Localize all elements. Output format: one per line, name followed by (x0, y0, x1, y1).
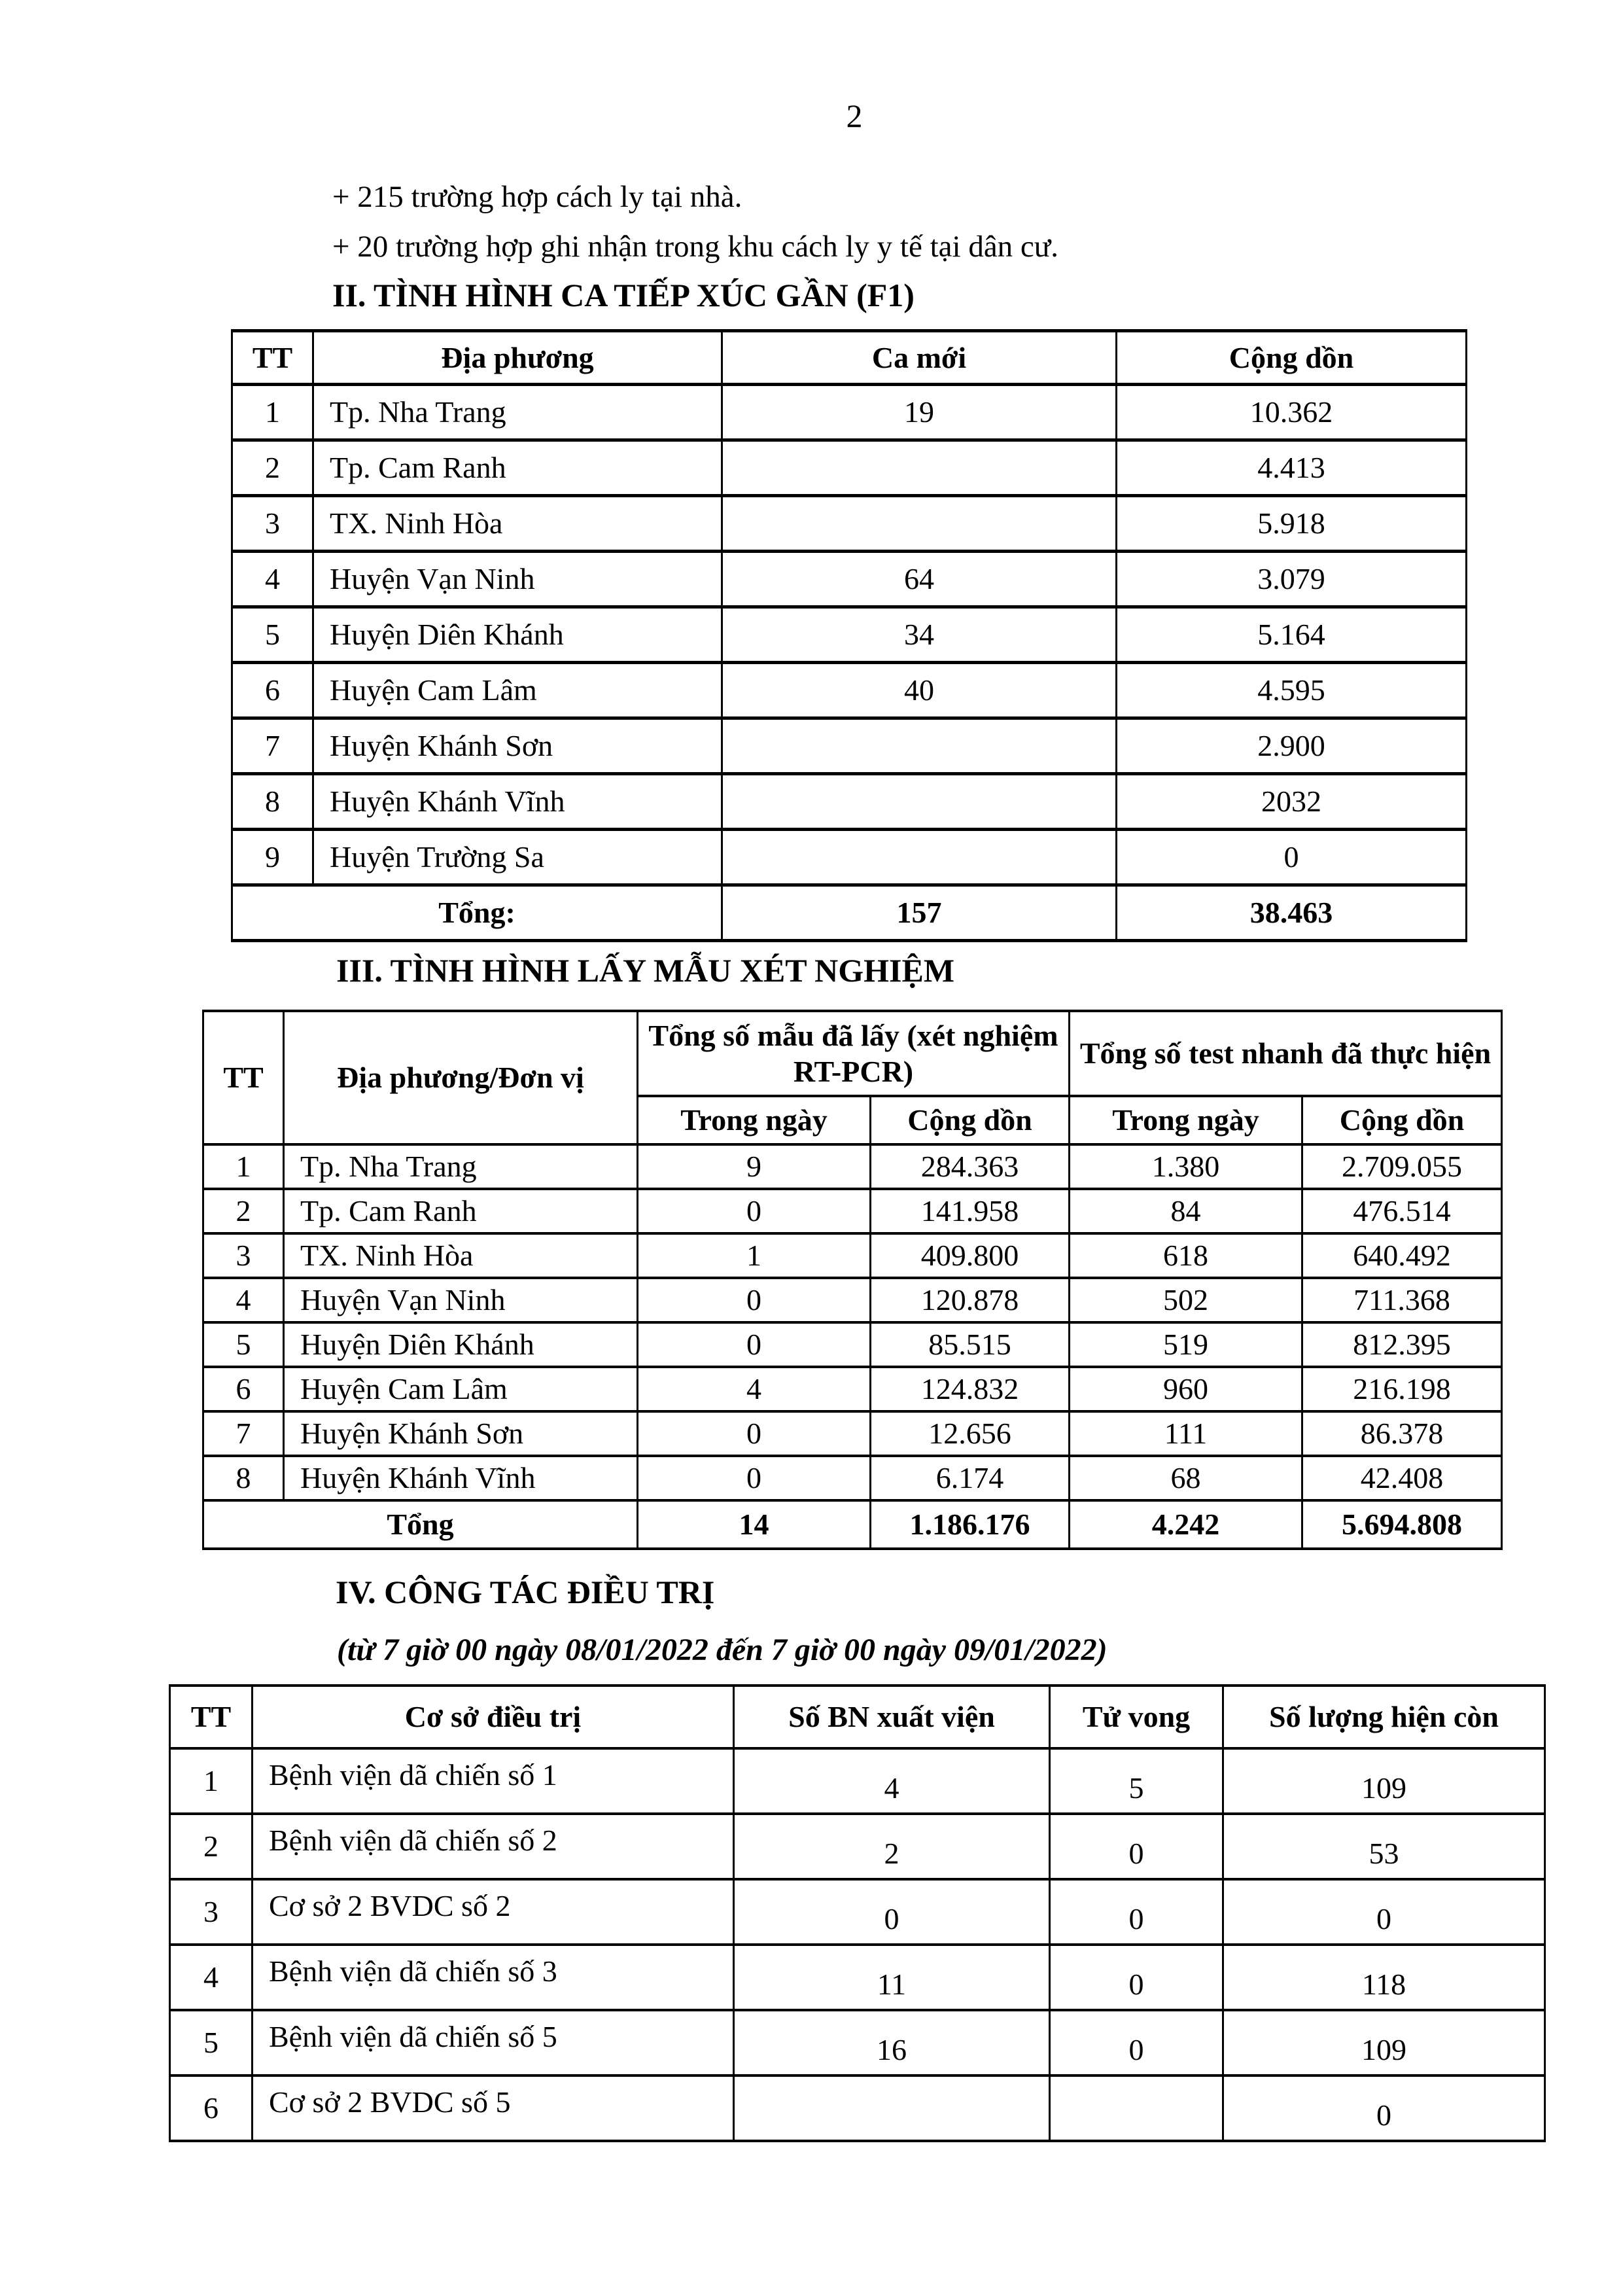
cell-test-trong-ngay: 111 (1070, 1411, 1302, 1456)
cell-tt: 2 (170, 1814, 253, 1879)
cell-hien-con: 53 (1223, 1814, 1545, 1879)
cell-tt: 4 (170, 1945, 253, 2010)
total-test-trong-ngay: 4.242 (1070, 1500, 1302, 1549)
xn-subheader-pcr-trong-ngay: Trong ngày (638, 1096, 871, 1144)
cell-ca-moi: 19 (722, 385, 1117, 440)
cell-tt: 4 (203, 1278, 284, 1322)
cell-tt: 1 (203, 1144, 284, 1189)
cell-test-cong-don: 2.709.055 (1302, 1144, 1502, 1189)
cell-cong-don: 4.595 (1117, 663, 1467, 718)
cell-pcr-cong-don: 6.174 (871, 1456, 1070, 1500)
section-dieu-tri-title: IV. CÔNG TÁC ĐIỀU TRỊ (336, 1574, 715, 1610)
dt-header-xuat-vien: Số BN xuất viện (734, 1686, 1050, 1748)
cell-test-cong-don: 640.492 (1302, 1233, 1502, 1278)
table-row (170, 1945, 1545, 2010)
cell-pcr-cong-don: 141.958 (871, 1189, 1070, 1233)
table-row (203, 1144, 1502, 1189)
cell-co-so: Cơ sở 2 BVDC số 5 (253, 2075, 734, 2141)
cell-tt: 3 (203, 1233, 284, 1278)
total-pcr-trong-ngay: 14 (638, 1500, 871, 1549)
xn-subheader-test-trong-ngay: Trong ngày (1070, 1096, 1302, 1144)
cell-ca-moi (722, 830, 1117, 885)
cell-tu-vong: 0 (1050, 1945, 1223, 2010)
cell-tt: 5 (232, 607, 313, 663)
intro-line-2: + 20 trường hợp ghi nhận trong khu cách ly y tế tại dân cư. (332, 230, 1059, 264)
cell-test-cong-don: 476.514 (1302, 1189, 1502, 1233)
cell-ca-moi (722, 440, 1117, 496)
cell-pcr-trong-ngay: 0 (638, 1411, 871, 1456)
f1-header-row (232, 331, 1467, 385)
cell-dia-phuong: Huyện Cam Lâm (313, 663, 722, 718)
cell-pcr-cong-don: 284.363 (871, 1144, 1070, 1189)
cell-test-cong-don: 812.395 (1302, 1322, 1502, 1367)
cell-cong-don: 10.362 (1117, 385, 1467, 440)
cell-dia-phuong: Huyện Trường Sa (313, 830, 722, 885)
table-row (170, 2010, 1545, 2075)
table-row (232, 830, 1467, 885)
cell-tt: 6 (170, 2075, 253, 2141)
table-row (203, 1411, 1502, 1456)
cell-dia-phuong: TX. Ninh Hòa (313, 496, 722, 552)
cell-pcr-cong-don: 120.878 (871, 1278, 1070, 1322)
f1-header-ca-moi: Ca mới (722, 331, 1117, 385)
cell-cong-don: 0 (1117, 830, 1467, 885)
f1-table (231, 329, 1467, 942)
cell-tt: 4 (232, 552, 313, 607)
cell-xuat-vien: 4 (734, 1748, 1050, 1814)
xn-header-dia-phuong: Địa phương/Đơn vị (284, 1011, 638, 1144)
cell-ca-moi: 40 (722, 663, 1117, 718)
cell-tu-vong: 0 (1050, 1879, 1223, 1945)
table-row (170, 1879, 1545, 1945)
table-row (232, 440, 1467, 496)
cell-co-so: Bệnh viện dã chiến số 5 (253, 2010, 734, 2075)
page-number: 2 (846, 97, 863, 134)
cell-test-cong-don: 86.378 (1302, 1411, 1502, 1456)
cell-co-so: Bệnh viện dã chiến số 3 (253, 1945, 734, 2010)
cell-ca-moi (722, 774, 1117, 830)
cell-tt: 7 (232, 718, 313, 774)
cell-dia-phuong: Tp. Cam Ranh (313, 440, 722, 496)
cell-test-trong-ngay: 502 (1070, 1278, 1302, 1322)
cell-xuat-vien: 11 (734, 1945, 1050, 2010)
cell-pcr-trong-ngay: 0 (638, 1189, 871, 1233)
cell-pcr-trong-ngay: 4 (638, 1367, 871, 1411)
cell-dia-phuong: Tp. Cam Ranh (284, 1189, 638, 1233)
table-row (232, 663, 1467, 718)
table-row (170, 1748, 1545, 1814)
cell-cong-don: 2.900 (1117, 718, 1467, 774)
table-row (203, 1322, 1502, 1367)
cell-hien-con: 109 (1223, 2010, 1545, 2075)
cell-tt: 8 (232, 774, 313, 830)
cell-pcr-trong-ngay: 9 (638, 1144, 871, 1189)
total-label: Tổng (203, 1500, 638, 1549)
f1-header-cong-don: Cộng dồn (1117, 331, 1467, 385)
cell-test-trong-ngay: 960 (1070, 1367, 1302, 1411)
cell-pcr-cong-don: 409.800 (871, 1233, 1070, 1278)
total-cong-don: 38.463 (1117, 885, 1467, 941)
cell-dia-phuong: Huyện Vạn Ninh (284, 1278, 638, 1322)
section-f1-title: II. TÌNH HÌNH CA TIẾP XÚC GẦN (F1) (332, 277, 915, 313)
cell-ca-moi: 64 (722, 552, 1117, 607)
table-row (203, 1233, 1502, 1278)
cell-dia-phuong: Huyện Diên Khánh (313, 607, 722, 663)
xet-nghiem-table (202, 1010, 1503, 1550)
cell-tu-vong: 0 (1050, 1814, 1223, 1879)
cell-tt: 6 (232, 663, 313, 718)
cell-dia-phuong: Huyện Vạn Ninh (313, 552, 722, 607)
dt-header-hien-con: Số lượng hiện còn (1223, 1686, 1545, 1748)
cell-dia-phuong: Huyện Cam Lâm (284, 1367, 638, 1411)
xn-header-tt: TT (203, 1011, 284, 1144)
cell-pcr-trong-ngay: 0 (638, 1456, 871, 1500)
xn-header-group-test-nhanh: Tổng số test nhanh đã thực hiện (1070, 1011, 1502, 1096)
table-row (170, 1814, 1545, 1879)
cell-pcr-cong-don: 85.515 (871, 1322, 1070, 1367)
cell-tt: 2 (203, 1189, 284, 1233)
section-dieu-tri-subtitle: (từ 7 giờ 00 ngày 08/01/2022 đến 7 giờ 00 ngày 09/01/2022) (337, 1633, 1108, 1667)
total-pcr-cong-don: 1.186.176 (871, 1500, 1070, 1549)
xn-header-group-pcr: Tổng số mẫu đã lấy (xét nghiệm RT-PCR) (638, 1011, 1070, 1096)
total-test-cong-don: 5.694.808 (1302, 1500, 1502, 1549)
f1-header-dia-phuong: Địa phương (313, 331, 722, 385)
cell-hien-con: 0 (1223, 2075, 1545, 2141)
f1-total-row (232, 885, 1467, 941)
xn-total-row (203, 1500, 1502, 1549)
table-row (232, 552, 1467, 607)
cell-tt: 2 (232, 440, 313, 496)
cell-dia-phuong: Tp. Nha Trang (284, 1144, 638, 1189)
cell-ca-moi: 34 (722, 607, 1117, 663)
cell-co-so: Bệnh viện dã chiến số 1 (253, 1748, 734, 1814)
cell-test-trong-ngay: 519 (1070, 1322, 1302, 1367)
cell-pcr-trong-ngay: 0 (638, 1322, 871, 1367)
cell-tt: 8 (203, 1456, 284, 1500)
intro-line-1: + 215 trường hợp cách ly tại nhà. (332, 180, 742, 214)
cell-test-cong-don: 42.408 (1302, 1456, 1502, 1500)
cell-cong-don: 5.918 (1117, 496, 1467, 552)
dt-header-tu-vong: Tử vong (1050, 1686, 1223, 1748)
cell-test-trong-ngay: 84 (1070, 1189, 1302, 1233)
table-row (232, 607, 1467, 663)
cell-tt: 5 (203, 1322, 284, 1367)
cell-tt: 5 (170, 2010, 253, 2075)
cell-xuat-vien: 0 (734, 1879, 1050, 1945)
f1-header-tt: TT (232, 331, 313, 385)
cell-cong-don: 4.413 (1117, 440, 1467, 496)
cell-hien-con: 118 (1223, 1945, 1545, 2010)
cell-hien-con: 109 (1223, 1748, 1545, 1814)
table-row (232, 774, 1467, 830)
xn-subheader-pcr-cong-don: Cộng dồn (871, 1096, 1070, 1144)
cell-co-so: Bệnh viện dã chiến số 2 (253, 1814, 734, 1879)
cell-dia-phuong: Huyện Diên Khánh (284, 1322, 638, 1367)
cell-cong-don: 2032 (1117, 774, 1467, 830)
cell-dia-phuong: Huyện Khánh Sơn (313, 718, 722, 774)
cell-tt: 1 (170, 1748, 253, 1814)
cell-xuat-vien: 2 (734, 1814, 1050, 1879)
cell-tu-vong: 0 (1050, 2010, 1223, 2075)
cell-tu-vong: 5 (1050, 1748, 1223, 1814)
cell-hien-con: 0 (1223, 1879, 1545, 1945)
cell-tu-vong (1050, 2075, 1223, 2141)
cell-tt: 9 (232, 830, 313, 885)
table-row (232, 496, 1467, 552)
cell-dia-phuong: Huyện Khánh Vĩnh (284, 1456, 638, 1500)
cell-test-trong-ngay: 68 (1070, 1456, 1302, 1500)
cell-test-trong-ngay: 1.380 (1070, 1144, 1302, 1189)
cell-ca-moi (722, 718, 1117, 774)
cell-pcr-trong-ngay: 0 (638, 1278, 871, 1322)
cell-test-cong-don: 216.198 (1302, 1367, 1502, 1411)
cell-tt: 6 (203, 1367, 284, 1411)
table-row (203, 1278, 1502, 1322)
cell-tt: 1 (232, 385, 313, 440)
table-row (232, 385, 1467, 440)
cell-dia-phuong: Huyện Khánh Vĩnh (313, 774, 722, 830)
cell-dia-phuong: Huyện Khánh Sơn (284, 1411, 638, 1456)
total-label: Tổng: (232, 885, 722, 941)
cell-co-so: Cơ sở 2 BVDC số 2 (253, 1879, 734, 1945)
xn-subheader-test-cong-don: Cộng dồn (1302, 1096, 1502, 1144)
cell-test-cong-don: 711.368 (1302, 1278, 1502, 1322)
cell-tt: 3 (232, 496, 313, 552)
cell-xuat-vien: 16 (734, 2010, 1050, 2075)
cell-pcr-cong-don: 12.656 (871, 1411, 1070, 1456)
cell-pcr-cong-don: 124.832 (871, 1367, 1070, 1411)
table-row (232, 718, 1467, 774)
dt-header-tt: TT (170, 1686, 253, 1748)
cell-test-trong-ngay: 618 (1070, 1233, 1302, 1278)
total-ca-moi: 157 (722, 885, 1117, 941)
cell-cong-don: 3.079 (1117, 552, 1467, 607)
cell-dia-phuong: TX. Ninh Hòa (284, 1233, 638, 1278)
dieu-tri-table (169, 1684, 1546, 2142)
dt-header-row (170, 1686, 1545, 1748)
cell-ca-moi (722, 496, 1117, 552)
xn-header-row-main (203, 1011, 1502, 1096)
cell-tt: 7 (203, 1411, 284, 1456)
table-row (203, 1456, 1502, 1500)
cell-xuat-vien (734, 2075, 1050, 2141)
cell-dia-phuong: Tp. Nha Trang (313, 385, 722, 440)
table-row (170, 2075, 1545, 2141)
table-row (203, 1189, 1502, 1233)
cell-pcr-trong-ngay: 1 (638, 1233, 871, 1278)
cell-tt: 3 (170, 1879, 253, 1945)
cell-cong-don: 5.164 (1117, 607, 1467, 663)
dt-header-co-so: Cơ sở điều trị (253, 1686, 734, 1748)
section-xet-nghiem-title: III. TÌNH HÌNH LẤY MẪU XÉT NGHIỆM (336, 952, 955, 989)
table-row (203, 1367, 1502, 1411)
